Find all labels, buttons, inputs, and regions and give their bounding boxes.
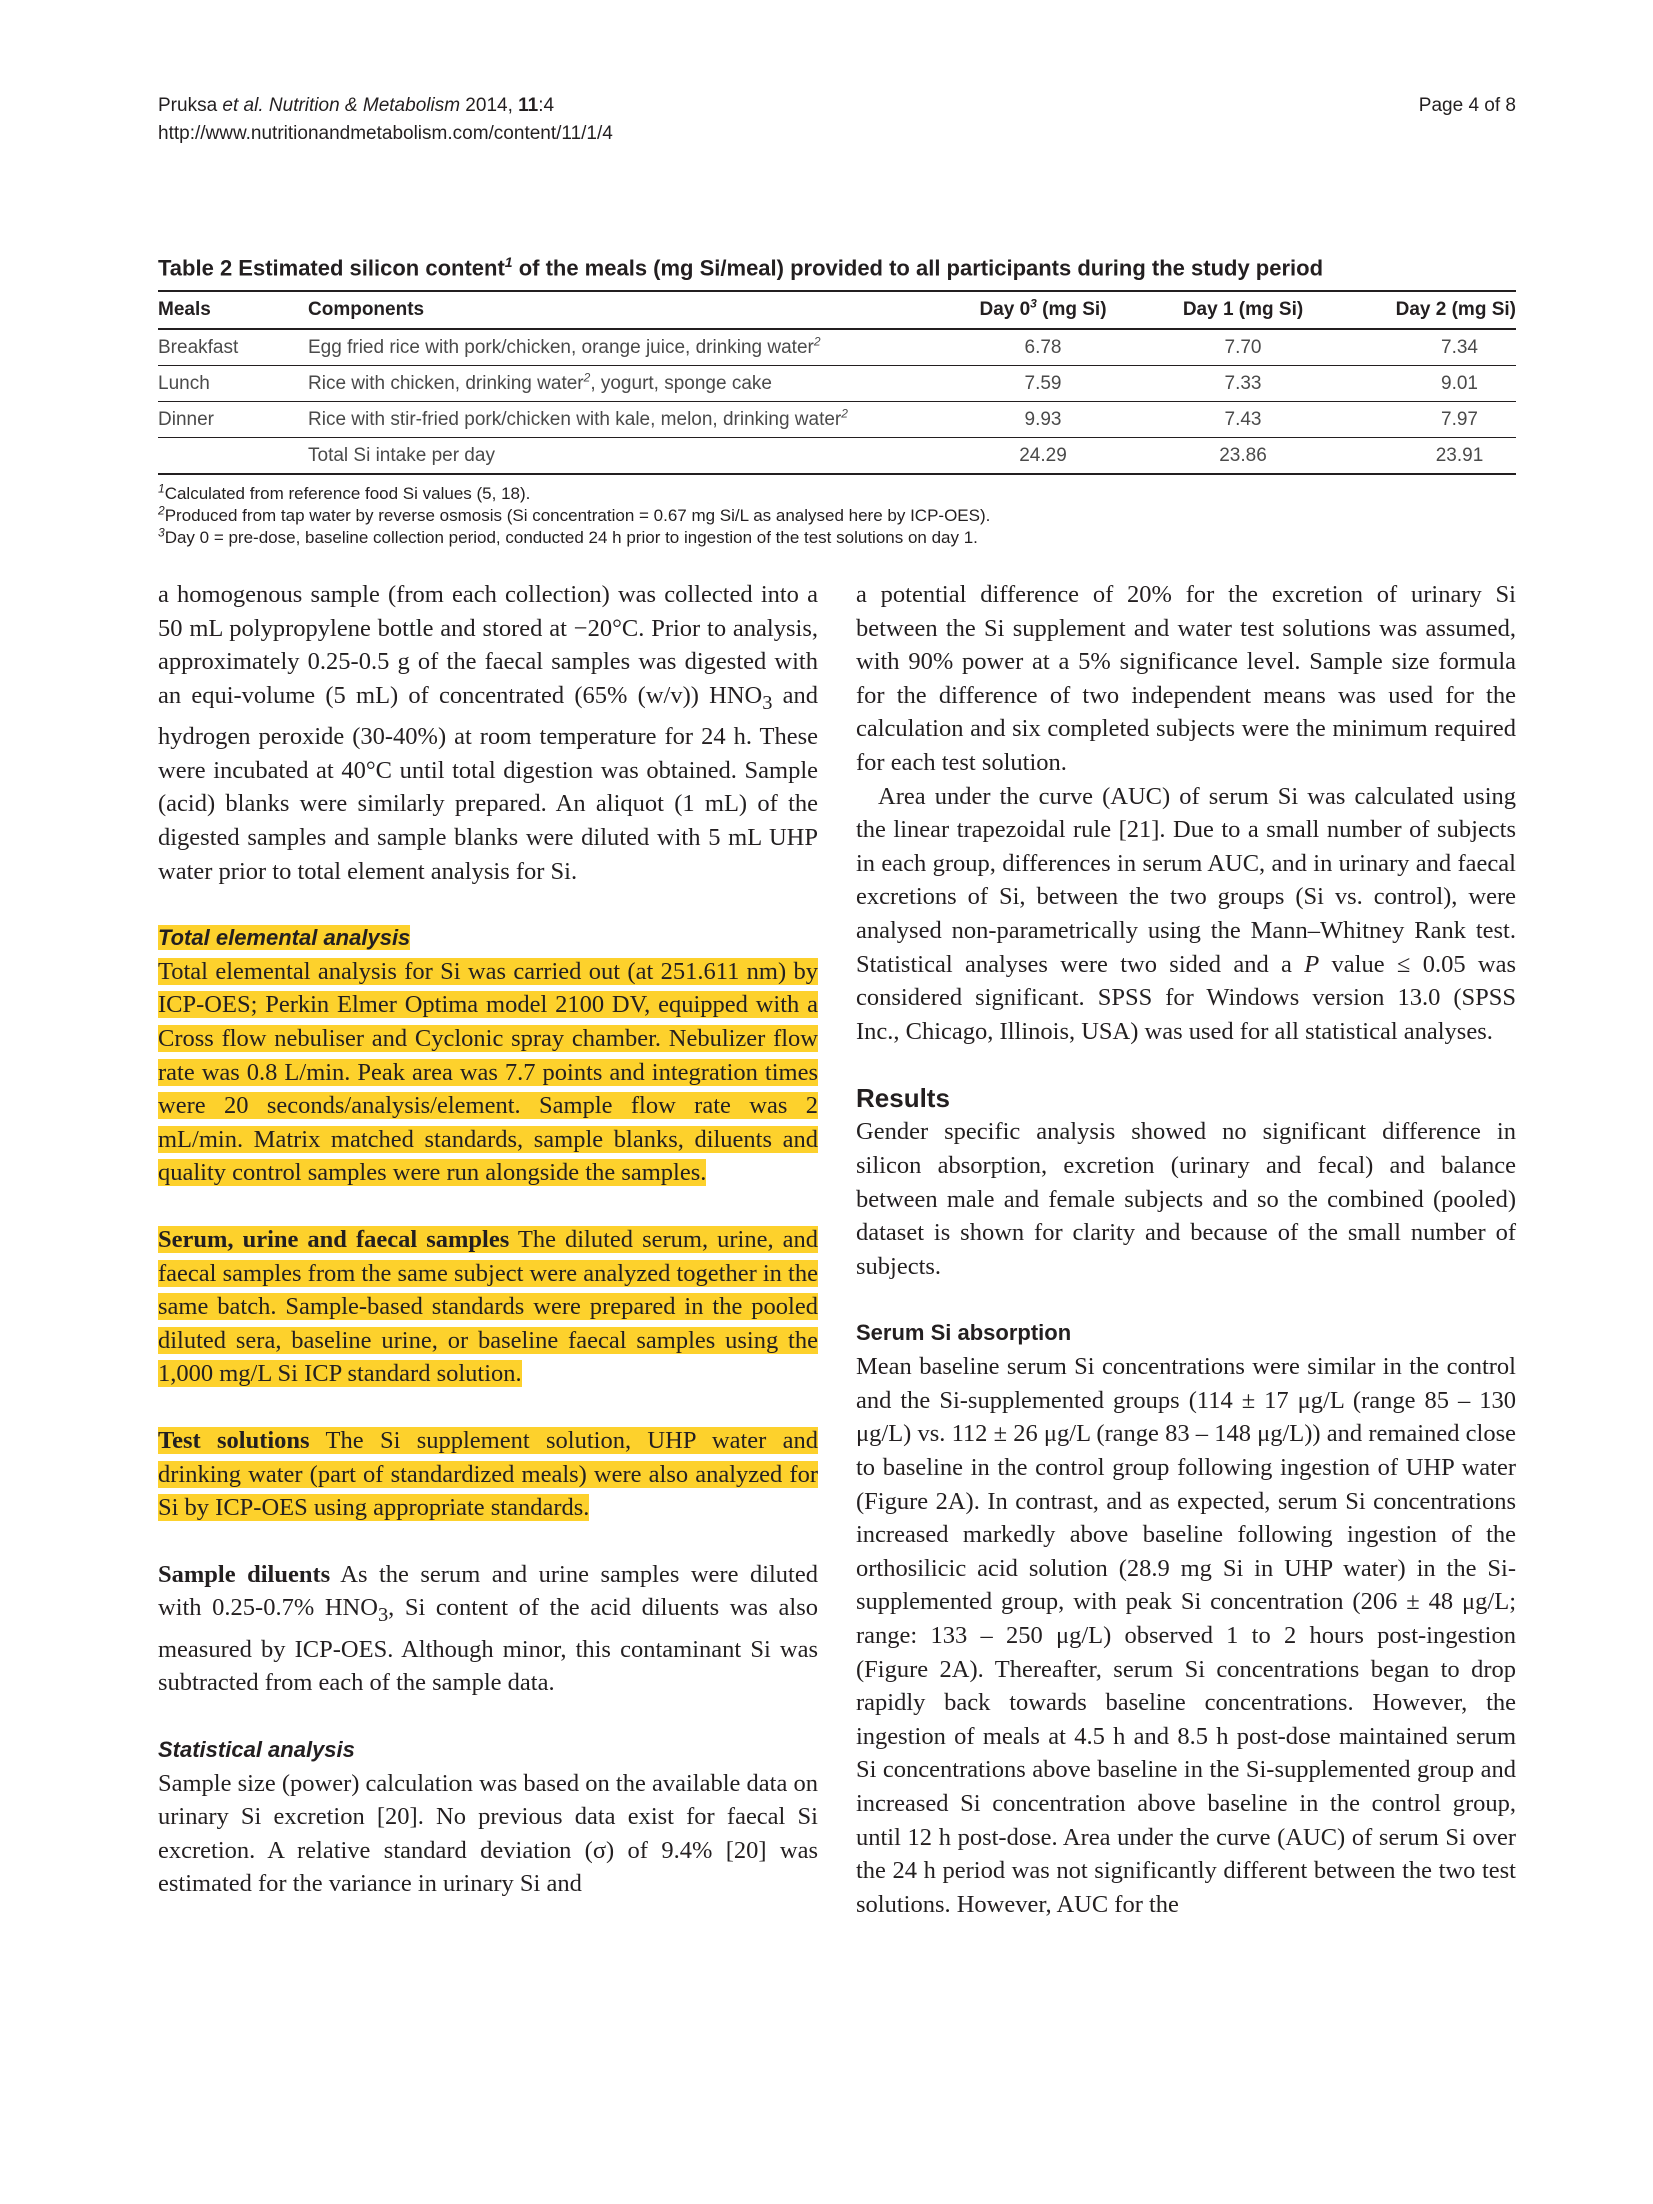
footnote: $^2$Produced from tap water by reverse osmosis (Si concentration = 0.67 mg Si/L as analysed here by ICP-OES). bbox=[158, 503, 991, 526]
section-serum-samples bbox=[158, 1223, 818, 1391]
run-in-heading: Test solutions bbox=[158, 1426, 310, 1454]
cell-day0: 9.93 bbox=[943, 402, 1143, 438]
cell-day0: 24.29 bbox=[943, 438, 1143, 475]
run-in-heading: Serum, urine and faecal samples bbox=[158, 1225, 510, 1253]
cell-components: Rice with chicken, drinking water$^2$, yogurt, sponge cake bbox=[308, 366, 943, 402]
cell-meal: Breakfast bbox=[158, 329, 308, 366]
header-day0: Day 0$^3$ (mg Si) bbox=[943, 291, 1143, 329]
footnote: $^3$Day 0 = pre-dose, baseline collection period, conducted 24 h prior to ingestion of the test solutions on day 1. bbox=[158, 525, 978, 548]
citation bbox=[158, 92, 613, 148]
paragraph: Area under the curve (AUC) of serum Si was calculated using the linear trapezoidal rule [21]. Due to a small number of subjects in each group, differences in serum AUC, and in urinary and faecal excretions of Si, between the two groups (Si vs. control), were analysed non-parametrically using the Mann–Whitney Rank test. Statistical analyses were two sided and a P value ≤ 0.05 was considered significant. SPSS for Windows version 13.0 (SPSS Inc., Chicago, Illinois, USA) was used for all statistical analyses. bbox=[856, 782, 1516, 1045]
citation-year: 2014, bbox=[460, 95, 519, 116]
cell-components: Egg fried rice with pork/chicken, orange juice, drinking water$^2$ bbox=[308, 329, 943, 366]
table-2 bbox=[158, 248, 1516, 549]
header-meals: Meals bbox=[158, 291, 308, 329]
paragraph: Mean baseline serum Si concentrations were similar in the control and the Si-supplemented groups (114 ± 17 μg/L (range 85 – 130 μg/L) vs. 112 ± 26 μg/L (range 83 – 148 μg/L)) and remained close to baseline in the control group following ingestion of UHP water (Figure 2A). In contrast, and as expected, serum Si concentrations increased markedly above baseline following ingestion of the orthosilicic acid solution (28.9 mg Si in UHP water) in the Si-supplemented group, with peak Si concentration (206 ± 48 μg/L; range: 133 – 250 μg/L) observed 1 to 2 hours post-ingestion (Figure 2A). Thereafter, serum Si concentrations began to drop rapidly back towards baseline concentrations. However, the ingestion of meals at 4.5 h and 8.5 h post-dose maintained serum Si concentrations above baseline in the Si-supplemented group and increased Si concentration above baseline in the control group, until 12 h post-dose. Area under the curve (AUC) of serum Si over the 24 h period was not significantly different between the two test solutions. However, AUC for the bbox=[856, 1353, 1516, 1918]
table-row bbox=[158, 366, 1516, 402]
cell-day1: 23.86 bbox=[1143, 438, 1343, 475]
citation-volume: 11 bbox=[518, 95, 539, 116]
table-row bbox=[158, 329, 1516, 366]
subheading: Total elemental analysis bbox=[158, 925, 411, 951]
section-test-solutions bbox=[158, 1424, 818, 1525]
cell-components: Rice with stir-fried pork/chicken with kale, melon, drinking water$^2$ bbox=[308, 402, 943, 438]
silicon-content-table bbox=[158, 290, 1516, 475]
table-header-row bbox=[158, 291, 1516, 329]
cell-meal: Lunch bbox=[158, 366, 308, 402]
section-sample-diluents: Sample diluents As the serum and urine samples were diluted with 0.25-0.7% $HNO_3$, Si content of the acid diluents was also measured by ICP-OES. Although minor, this contaminant Si was subtracted from each of the sample data. bbox=[158, 1560, 818, 1697]
citation-issue: :4 bbox=[538, 95, 555, 116]
run-in-heading: Sample diluents bbox=[158, 1560, 331, 1588]
cell-day2: 23.91 bbox=[1343, 438, 1516, 475]
section-heading-results: Results bbox=[856, 1083, 950, 1114]
highlighted-text: The diluted serum, urine, and faecal samples from the same subject were analyzed together in the same batch. Sample-based standards were prepared in the pooled diluted sera, baseline urine, or baseline faecal samples using the 1,000 mg/L Si ICP standard solution. bbox=[158, 1225, 819, 1388]
paragraph: a homogenous sample (from each collection) was collected into a 50 mL polypropylene bottle and stored at −20°C. Prior to analysis, approximately 0.25-0.5 g of the faecal samples was digested with an equi-volume (5 mL) of concentrated (65% (w/v)) $HNO_3$ and hydrogen peroxide (30-40%) at room temperature for 24 h. These were incubated at 40°C until total digestion was obtained. Sample (acid) blanks were similarly prepared. An aliquot (1 mL) of the digested samples and sample blanks were diluted with 5 mL UHP water prior to total element analysis for Si. bbox=[158, 581, 819, 885]
left-column bbox=[158, 578, 818, 1901]
table-row-total bbox=[158, 438, 1516, 475]
highlighted-text: Total elemental analysis for Si was carried out (at 251.611 nm) by ICP-OES; Perkin Elmer Optima model 2100 DV, equipped with a Cross flow nebuliser and Cyclonic spray chamber. Nebulizer flow rate was 0.8 L/min. Peak area was 7.7 points and integration times were 20 seconds/analysis/element. Sample flow rate was 2 mL/min. Matrix matched standards, sample blanks, diluents and quality control samples were run alongside the samples. bbox=[158, 957, 818, 1187]
journal-url[interactable]: http://www.nutritionandmetabolism.com/content/11/1/4 bbox=[158, 123, 613, 144]
citation-journal: Nutrition & Metabolism bbox=[263, 95, 461, 116]
cell-day1: 7.43 bbox=[1143, 402, 1343, 438]
cell-day0: 6.78 bbox=[943, 329, 1143, 366]
subheading-serum-absorption: Serum Si absorption bbox=[856, 1320, 1072, 1346]
section-statistical-analysis: Statistical analysis Sample size (power) calculation was based on the available data on urinary Si excretion [20]. No previous data exist for faecal Si excretion. A relative standard deviation (σ) of 9.4% [20] was estimated for the variance in urinary Si and bbox=[158, 1737, 818, 1898]
cell-day2: 7.97 bbox=[1343, 402, 1516, 438]
cell-meal bbox=[158, 438, 308, 475]
header-day2: Day 2 (mg Si) bbox=[1343, 291, 1516, 329]
section-total-elemental bbox=[158, 921, 818, 1190]
cell-day2: 7.34 bbox=[1343, 329, 1516, 366]
citation-authors: Pruksa bbox=[158, 95, 223, 116]
cell-day0: 7.59 bbox=[943, 366, 1143, 402]
header-components: Components bbox=[308, 291, 943, 329]
cell-day1: 7.70 bbox=[1143, 329, 1343, 366]
subheading: Statistical analysis bbox=[158, 1737, 355, 1762]
highlighted-text: The Si supplement solution, UHP water and drinking water (part of standardized meals) were also analyzed for Si by ICP-OES using appropriate standards. bbox=[158, 1426, 818, 1522]
table-title: Table 2 Estimated silicon content$^1$ of the meals (mg Si/meal) provided to all participants during the study period bbox=[158, 254, 1324, 281]
citation-etal: et al. bbox=[222, 95, 264, 116]
table-row bbox=[158, 402, 1516, 438]
header-day1: Day 1 (mg Si) bbox=[1143, 291, 1343, 329]
right-column bbox=[856, 578, 1516, 1921]
cell-day1: 7.33 bbox=[1143, 366, 1343, 402]
paragraph: a potential difference of 20% for the excretion of urinary Si between the Si supplement and water test solutions was assumed, with 90% power at a 5% significance level. Sample size formula for the difference of two independent means was used for the calculation and six completed subjects were the minimum required for each test solution. bbox=[856, 581, 1516, 776]
cell-components: Total Si intake per day bbox=[308, 438, 943, 475]
paragraph: Gender specific analysis showed no significant difference in silicon absorption, excretion (urinary and fecal) and balance between male and female subjects and so the combined (pooled) dataset is shown for clarity and because of the small number of subjects. bbox=[856, 1118, 1516, 1280]
table-footnotes bbox=[158, 483, 1516, 549]
footnote: $^1$Calculated from reference food Si values (5, 18). bbox=[158, 481, 531, 504]
page-number: Page 4 of 8 bbox=[1418, 95, 1516, 116]
cell-meal: Dinner bbox=[158, 402, 308, 438]
cell-day2: 9.01 bbox=[1343, 366, 1516, 402]
